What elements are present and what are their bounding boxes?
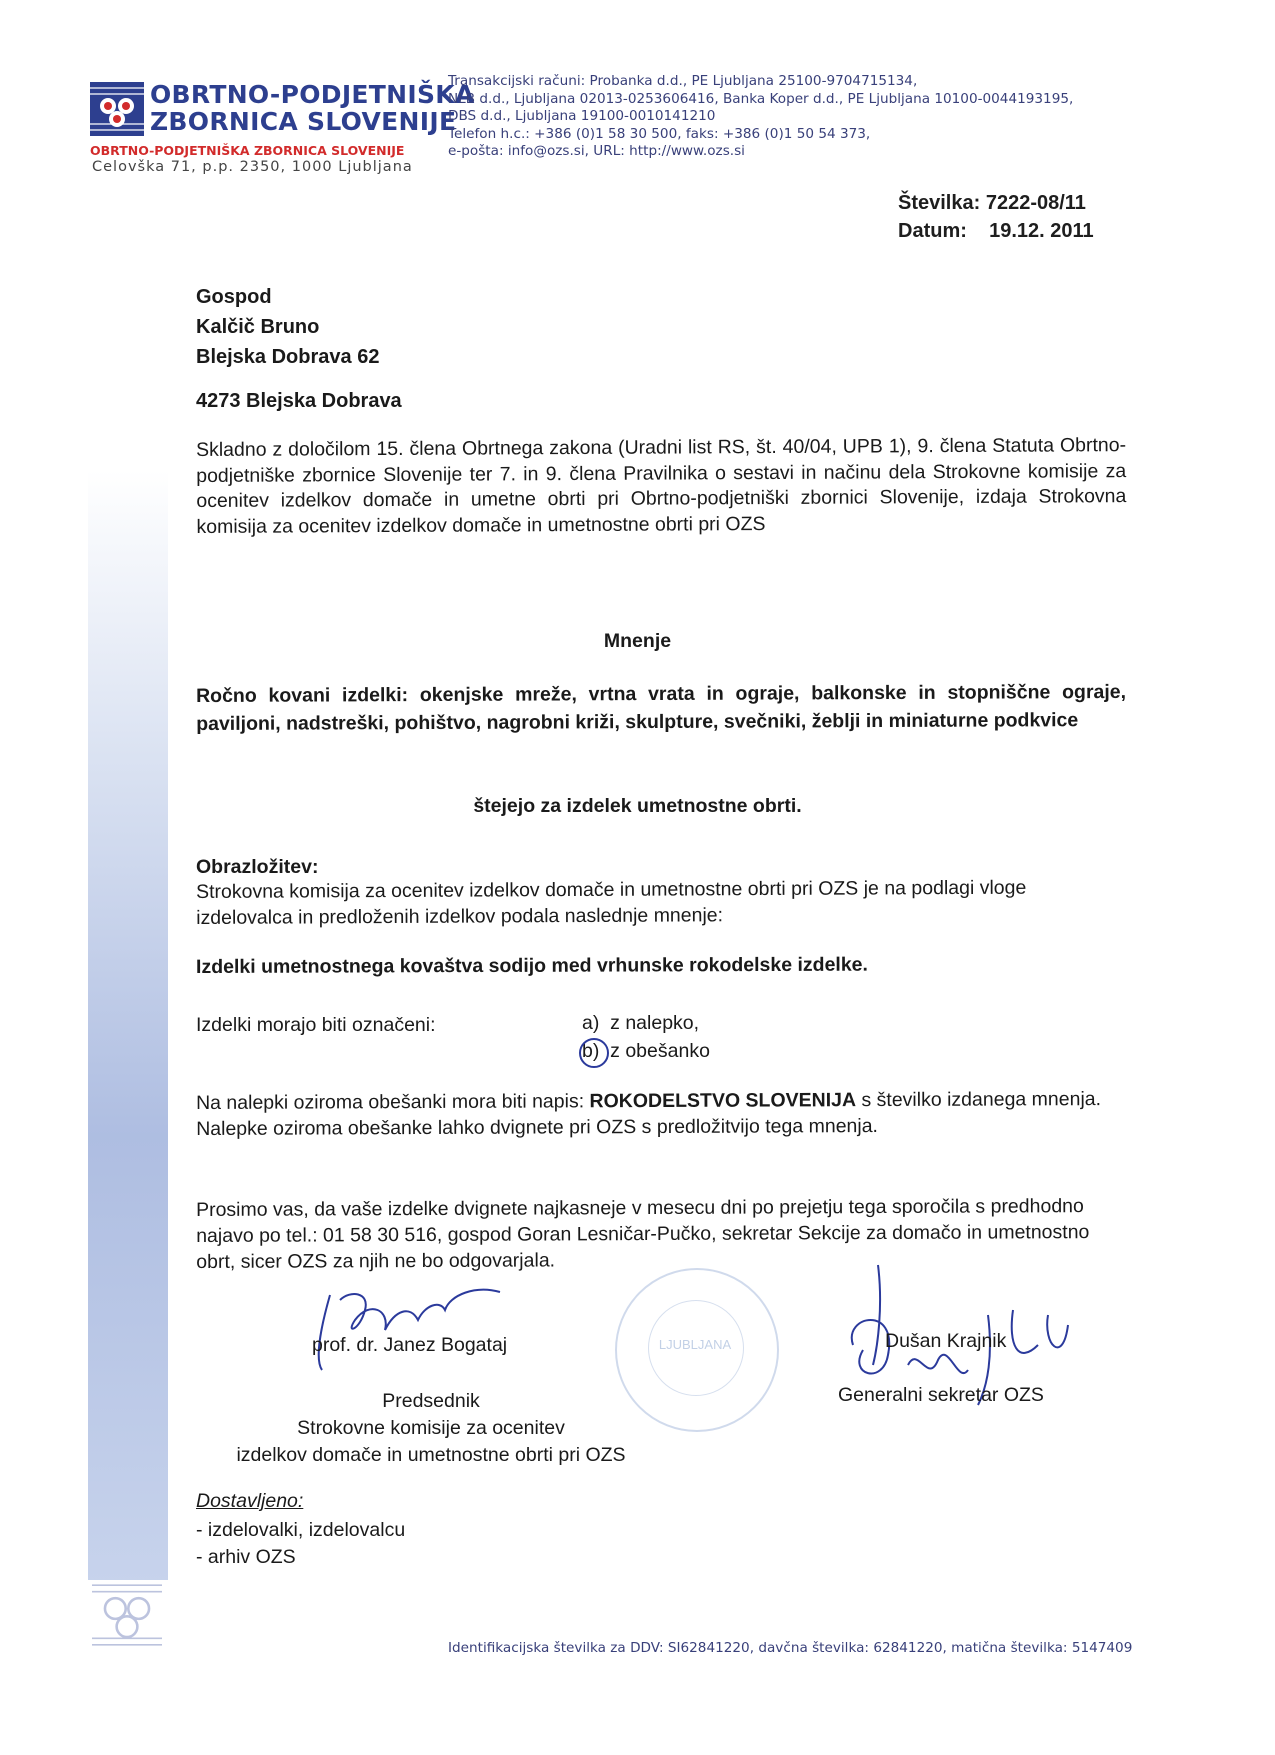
explanation-highlight: Izdelki umetnostnega kovaštva sodijo med vrhunske rokodelske izdelke. — [196, 953, 868, 978]
reference-date: Datum: 19.12. 2011 — [898, 220, 1094, 242]
stamp-city: LJUBLJANA — [658, 1337, 732, 1352]
header-contact-info — [448, 73, 1073, 161]
recipient-line: Gospod — [196, 286, 272, 308]
ozs-logo-icon — [90, 82, 144, 136]
marking-option-b: b) z obešanko — [582, 1040, 710, 1062]
label-text-bold: ROKODELSTVO SLOVENIJA — [589, 1089, 857, 1113]
delivered-item: - arhiv OZS — [196, 1546, 296, 1568]
reference-number: Številka: 7222-08/11 — [898, 192, 1086, 214]
left-signatory-role — [196, 1388, 666, 1469]
marking-option-a: a) z nalepko, — [582, 1012, 700, 1034]
left-role-line: izdelkov domače in umetnostne obrti pri OZS — [236, 1444, 626, 1466]
recipient-line: Kalčič Bruno — [196, 316, 320, 338]
delivered-item: - izdelovalki, izdelovalcu — [196, 1519, 406, 1541]
org-name-line2: ZBORNICA SLOVENIJE — [150, 107, 457, 136]
handwritten-circle-mark — [579, 1038, 609, 1068]
label-text-suffix: s številko izdanega mnenja. — [856, 1088, 1102, 1112]
header-info-line: e-pošta: info@ozs.si, URL: http://www.ozs.si — [448, 143, 745, 159]
right-signatory-name: Dušan Krajnik — [885, 1330, 1007, 1352]
footer-tax-info: Identifikacijska številka za DDV: SI62841220, davčna številka: 62841220, matična številka: 5147409 — [448, 1640, 1133, 1656]
opinion-title: Mnenje — [603, 630, 672, 652]
label-text-prefix: Na nalepki oziroma obešanki mora biti napis: — [196, 1090, 590, 1114]
label-pickup-text: Nalepke oziroma obešanke lahko dvignete pri OZS s predložitvijo tega mnenja. — [196, 1115, 879, 1140]
org-address: Celovška 71, p.p. 2350, 1000 Ljubljana — [92, 159, 413, 175]
explanation-body: Strokovna komisija za ocenitev izdelkov domače in umetnostne obrti pri OZS je na podlagi vloge izdelovalca in predloženih izdelkov podala naslednje mnenje: — [196, 876, 1027, 929]
intro-paragraph: Skladno z določilom 15. člena Obrtnega zakona (Uradni list RS, št. 40/04, UPB 1), 9. člena Statuta Obrtno-podjetniške zbornice Slovenije ter 7. in 9. člena Pravilnika o sestavi in načinu dela Strokovne komisije za ocenitev izdelkov domače in umetne obrti pri Obrtno-podjetniški zbornici Slovenije, izdaja Strokovna komisija za ocenitev izdelkov domače in umetnostne obrti pri OZS — [196, 434, 1127, 538]
header-info-line: NLB d.d., Ljubljana 02013-0253606416, Banka Koper d.d., PE Ljubljana 10100-0044193195, — [448, 90, 1074, 107]
explanation-text — [196, 875, 1126, 931]
signature-left-icon — [300, 1280, 520, 1380]
footer-logo-icon — [92, 1580, 162, 1650]
marking-label: Izdelki morajo biti označeni: — [196, 1014, 436, 1036]
delivered-title: Dostavljeno: — [196, 1490, 304, 1512]
opinion-counts-as: štejejo za izdelek umetnostne obrti. — [473, 795, 802, 817]
left-role-line: Strokovne komisije za ocenitev — [297, 1417, 565, 1439]
left-role-line: Predsednik — [382, 1390, 480, 1412]
right-signatory-role: Generalni sekretar OZS — [838, 1384, 1044, 1406]
header-info-line: Telefon h.c.: +386 (0)1 58 30 500, faks: +386 (0)1 50 54 373, — [448, 125, 871, 142]
header-info-line: Transakcijski računi: Probanka d.d., PE Ljubljana 25100-9704715134, — [448, 73, 918, 89]
recipient-address — [196, 282, 379, 372]
recipient-zip-city: 4273 Blejska Dobrava — [196, 390, 402, 412]
header-info-line: DBS d.d., Ljubljana 19100-0010141210 — [448, 108, 716, 124]
opinion-products: Ročno kovani izdelki: okenjske mreže, vrtna vrata in ograje, balkonske in stopniščne ograje, paviljoni, nadstreški, pohištvo, nagrobni križi, skulpture, svečniki, žeblji in miniaturne podkvice — [196, 680, 1127, 735]
org-name-line1: OBRTNO-PODJETNIŠKA — [150, 80, 475, 109]
label-requirement-paragraph — [196, 1086, 1126, 1142]
left-signatory-name: prof. dr. Janez Bogataj — [312, 1334, 508, 1356]
delivered-list — [196, 1517, 405, 1571]
org-name-red: OBRTNO-PODJETNIŠKA ZBORNICA SLOVENIJE — [90, 143, 405, 158]
explanation-title: Obrazložitev: — [196, 856, 319, 878]
request-paragraph: Prosimo vas, da vaše izdelke dvignete najkasneje v mesecu dni po prejetju tega sporočila s predhodno najavo po tel.: 01 58 30 516, gospod Goran Lesničar-Pučko, sekretar Sekcije za domačo in umetnostno obrt, sicer OZS za njih ne bo odgovarjala. — [196, 1195, 1090, 1273]
recipient-line: Blejska Dobrava 62 — [196, 346, 380, 368]
